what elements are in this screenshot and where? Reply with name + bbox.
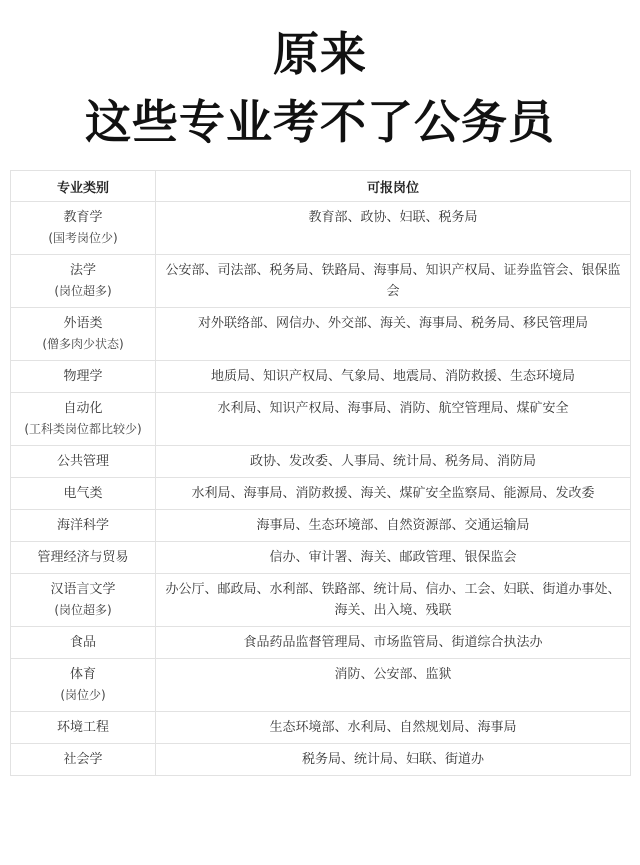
major-cell [11,361,156,393]
positions-cell [156,202,631,255]
positions-text: 税务局、统计局、妇联、街道办 [301,752,484,767]
positions-cell [156,446,631,478]
major-name: 自动化 [63,401,103,416]
major-name: 汉语言文学 [50,582,116,597]
major-name: 物理学 [63,369,103,384]
major-name: 社会学 [63,752,103,767]
major-cell [11,542,156,574]
major-cell [11,446,156,478]
positions-cell [156,627,631,659]
major-cell [11,744,156,776]
positions-cell [156,255,631,308]
major-cell [11,712,156,744]
major-note: (岗位超多) [54,284,112,298]
positions-text: 消防、公安部、监狱 [334,667,452,682]
major-cell [11,202,156,255]
table-row [11,308,631,361]
table-row [11,446,631,478]
major-cell [11,510,156,542]
positions-text: 办公厅、邮政局、水利部、铁路部、统计局、信办、工会、妇联、街道办事处、海关、出入境、残联 [165,582,621,618]
positions-cell [156,659,631,712]
major-cell [11,574,156,627]
positions-text: 公安部、司法部、税务局、铁路局、海事局、知识产权局、证券监管会、银保监会 [165,263,621,299]
major-cell [11,255,156,308]
positions-cell [156,393,631,446]
positions-cell [156,542,631,574]
table-row [11,627,631,659]
major-name: 电气类 [63,486,103,501]
table-row [11,744,631,776]
major-note: (国考岗位少) [48,231,118,245]
positions-cell [156,574,631,627]
major-cell [11,308,156,361]
major-note: (僧多肉少状态) [42,337,124,351]
positions-text: 水利局、知识产权局、海事局、消防、航空管理局、煤矿安全 [217,401,569,416]
major-note: (工科类岗位都比较少) [24,422,142,436]
major-name: 法学 [69,263,96,278]
positions-text: 政协、发改委、人事局、统计局、税务局、消防局 [249,454,536,469]
table-header-row [11,171,631,202]
positions-text: 地质局、知识产权局、气象局、地震局、消防救援、生态环境局 [210,369,575,384]
table-row [11,202,631,255]
positions-text: 教育部、政协、妇联、税务局 [308,210,478,225]
major-positions-table-wrapper [10,170,630,776]
title-line-2: 这些专业考不了公务员 [85,95,555,149]
positions-cell [156,744,631,776]
major-note: (岗位少) [60,688,106,702]
major-cell [11,659,156,712]
positions-text: 信办、审计署、海关、邮政管理、银保监会 [269,550,517,565]
header-available-positions: 可报岗位 [156,171,631,202]
major-cell [11,478,156,510]
positions-text: 水利局、海事局、消防救援、海关、煤矿安全监察局、能源局、发改委 [191,486,595,501]
major-name: 海洋科学 [56,518,109,533]
major-name: 管理经济与贸易 [37,550,129,565]
table-row [11,712,631,744]
table-row [11,478,631,510]
positions-cell [156,510,631,542]
page-title [0,20,640,152]
major-cell [11,627,156,659]
positions-cell [156,712,631,744]
positions-text: 海事局、生态环境部、自然资源部、交通运输局 [256,518,530,533]
major-name: 外语类 [63,316,103,331]
major-name: 体育 [69,667,96,682]
major-name: 食品 [69,635,96,650]
major-name: 公共管理 [56,454,109,469]
table-row [11,393,631,446]
positions-text: 生态环境部、水利局、自然规划局、海事局 [269,720,517,735]
major-positions-table [10,170,631,776]
positions-cell [156,478,631,510]
header-major-category: 专业类别 [11,171,156,202]
major-name: 环境工程 [56,720,109,735]
positions-cell [156,308,631,361]
table-row [11,574,631,627]
major-cell [11,393,156,446]
positions-text: 食品药品监督管理局、市场监管局、街道综合执法办 [243,635,543,650]
table-row [11,255,631,308]
positions-text: 对外联络部、网信办、外交部、海关、海事局、税务局、移民管理局 [197,316,588,331]
title-line-1: 原来 [273,27,367,81]
major-note: (岗位超多) [54,603,112,617]
major-name: 教育学 [63,210,103,225]
table-row [11,510,631,542]
table-row [11,542,631,574]
positions-cell [156,361,631,393]
table-row [11,361,631,393]
table-row [11,659,631,712]
